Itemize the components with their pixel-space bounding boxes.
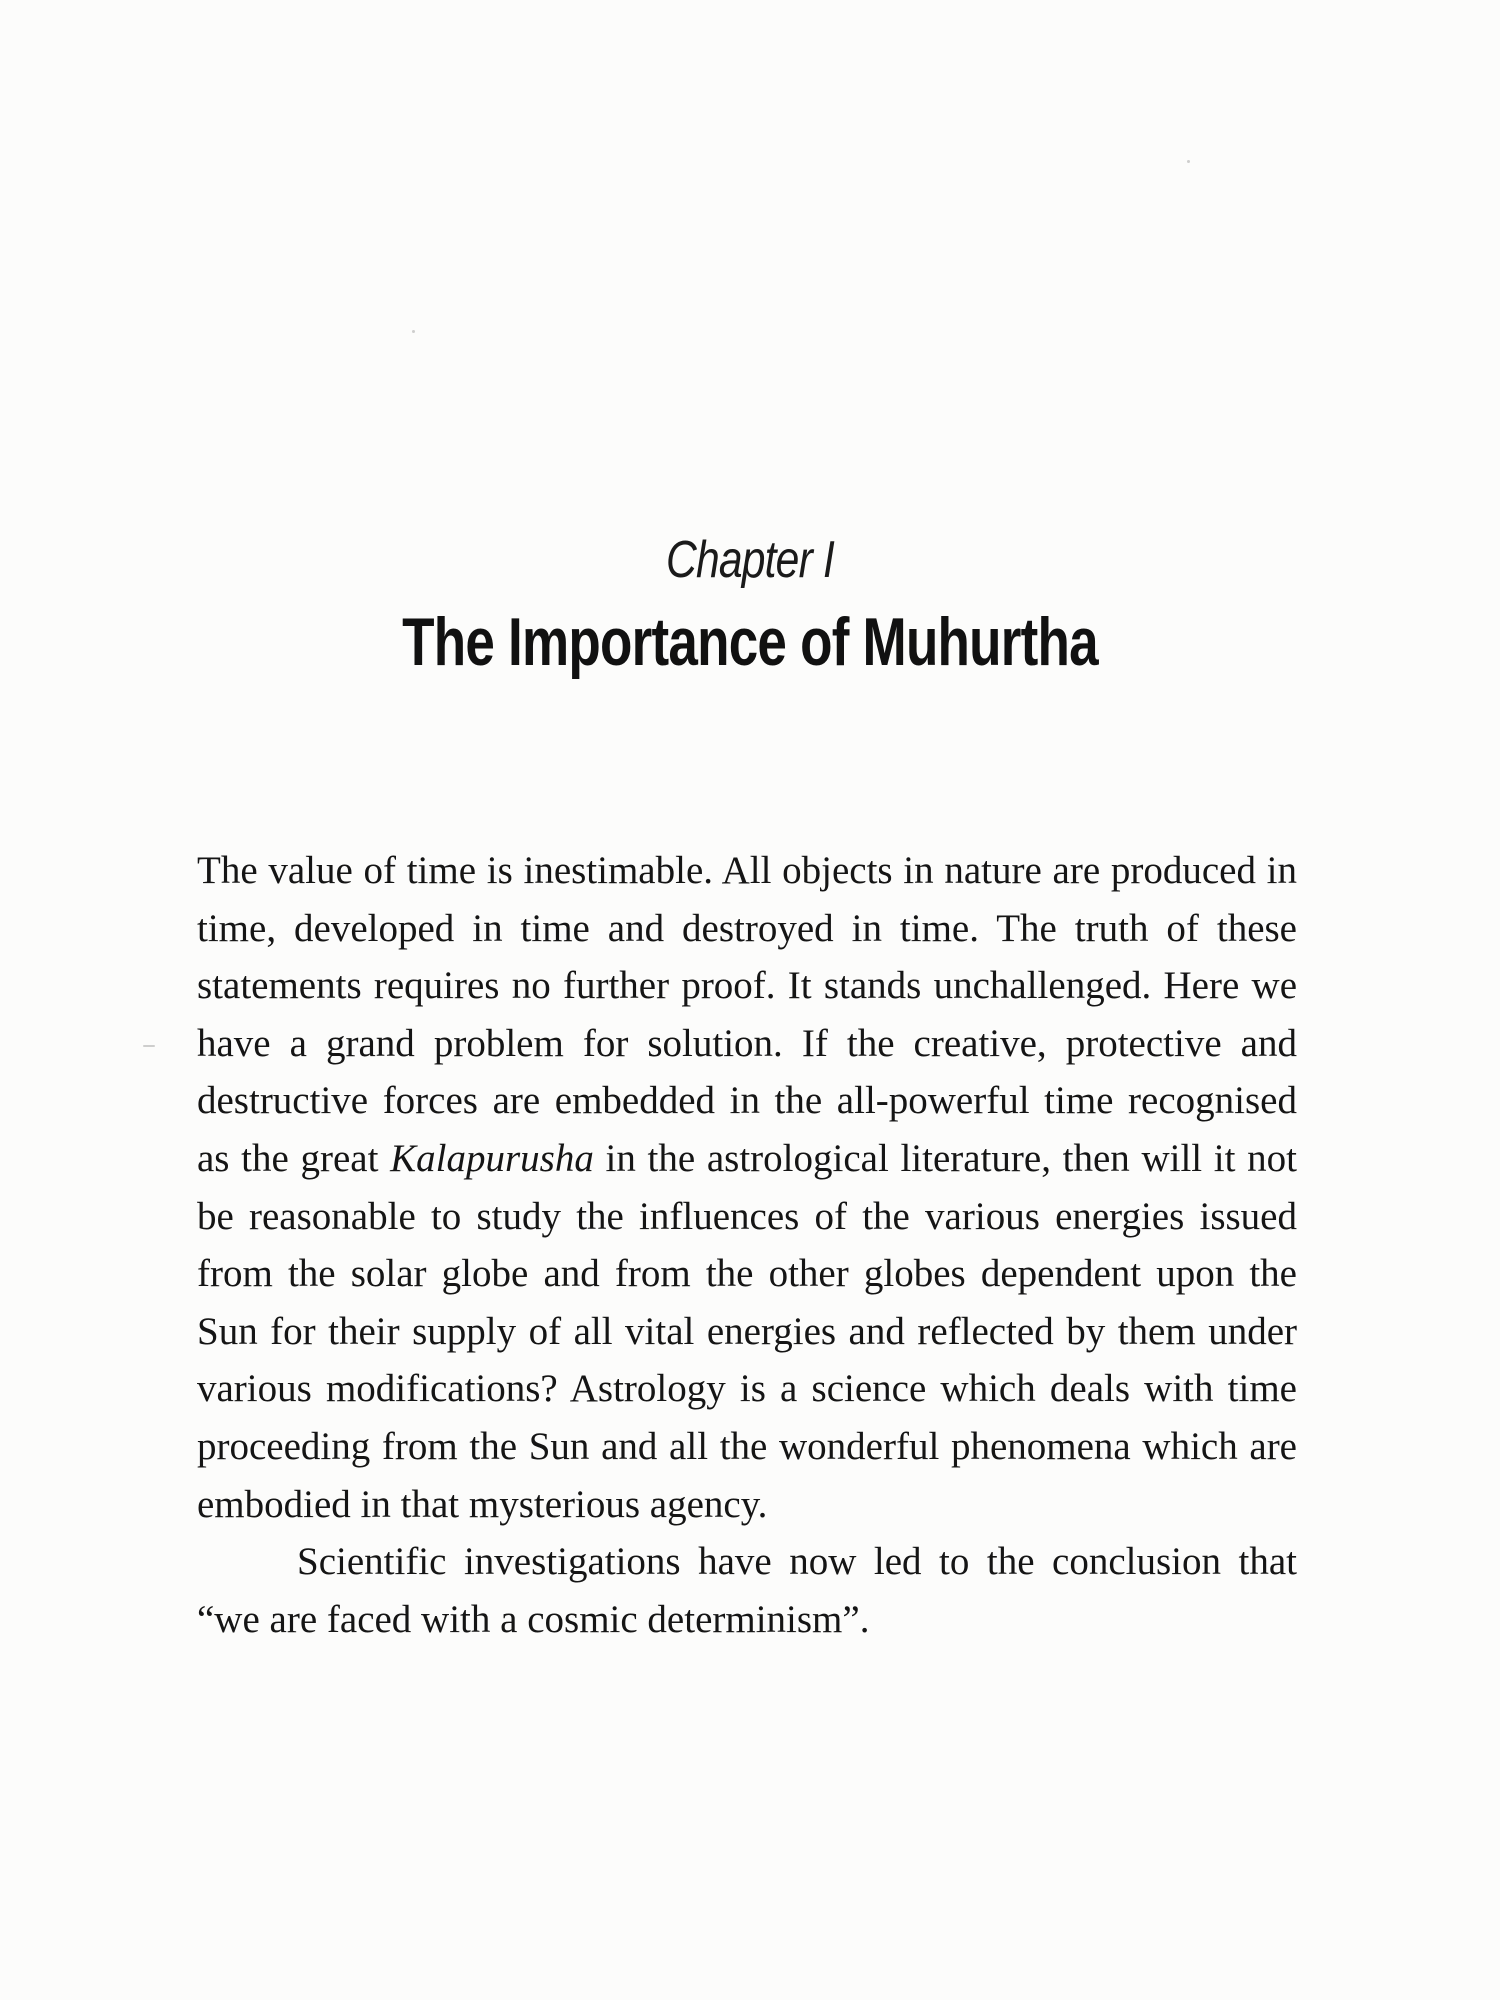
paragraph-1-text-a: The value of time is inestimable. All objects in nature are produced in time, developed in time and destroyed in time. The truth of these statements requires no further proof. It stands unchallenged. Here we have a grand problem for solution. If the creative, protective and destructive forces are embedded in the all-powerful time recognised as the great xyxy=(197,849,1297,1180)
paragraph-2-text: Scientific investigations have now led to the conclusion that “we are faced with a cosmic determinism”. xyxy=(197,1540,1297,1641)
chapter-label: Chapter I xyxy=(665,531,834,589)
paragraph-1-text-b: in the astrological literature, then will it not be reasonable to study the influences of the various energies issued from the solar globe and from the other globes dependent upon the Sun for their supply of all vital energies and reflected by them under various modifications? Astrology is a science which deals with time proceeding from the Sun and all the wonderful phenomena which are embodied in that mysterious agency. xyxy=(197,1136,1297,1526)
scan-speck xyxy=(1187,160,1190,163)
scan-speck xyxy=(412,330,415,333)
paragraph-1 xyxy=(197,842,1297,1533)
scan-speck xyxy=(143,1045,155,1047)
paragraph-2 xyxy=(197,1533,1297,1648)
chapter-title: The Importance of Muhurtha xyxy=(402,604,1098,680)
paragraph-1-term: Kalapurusha xyxy=(390,1136,594,1180)
chapter-body xyxy=(197,842,1297,1648)
